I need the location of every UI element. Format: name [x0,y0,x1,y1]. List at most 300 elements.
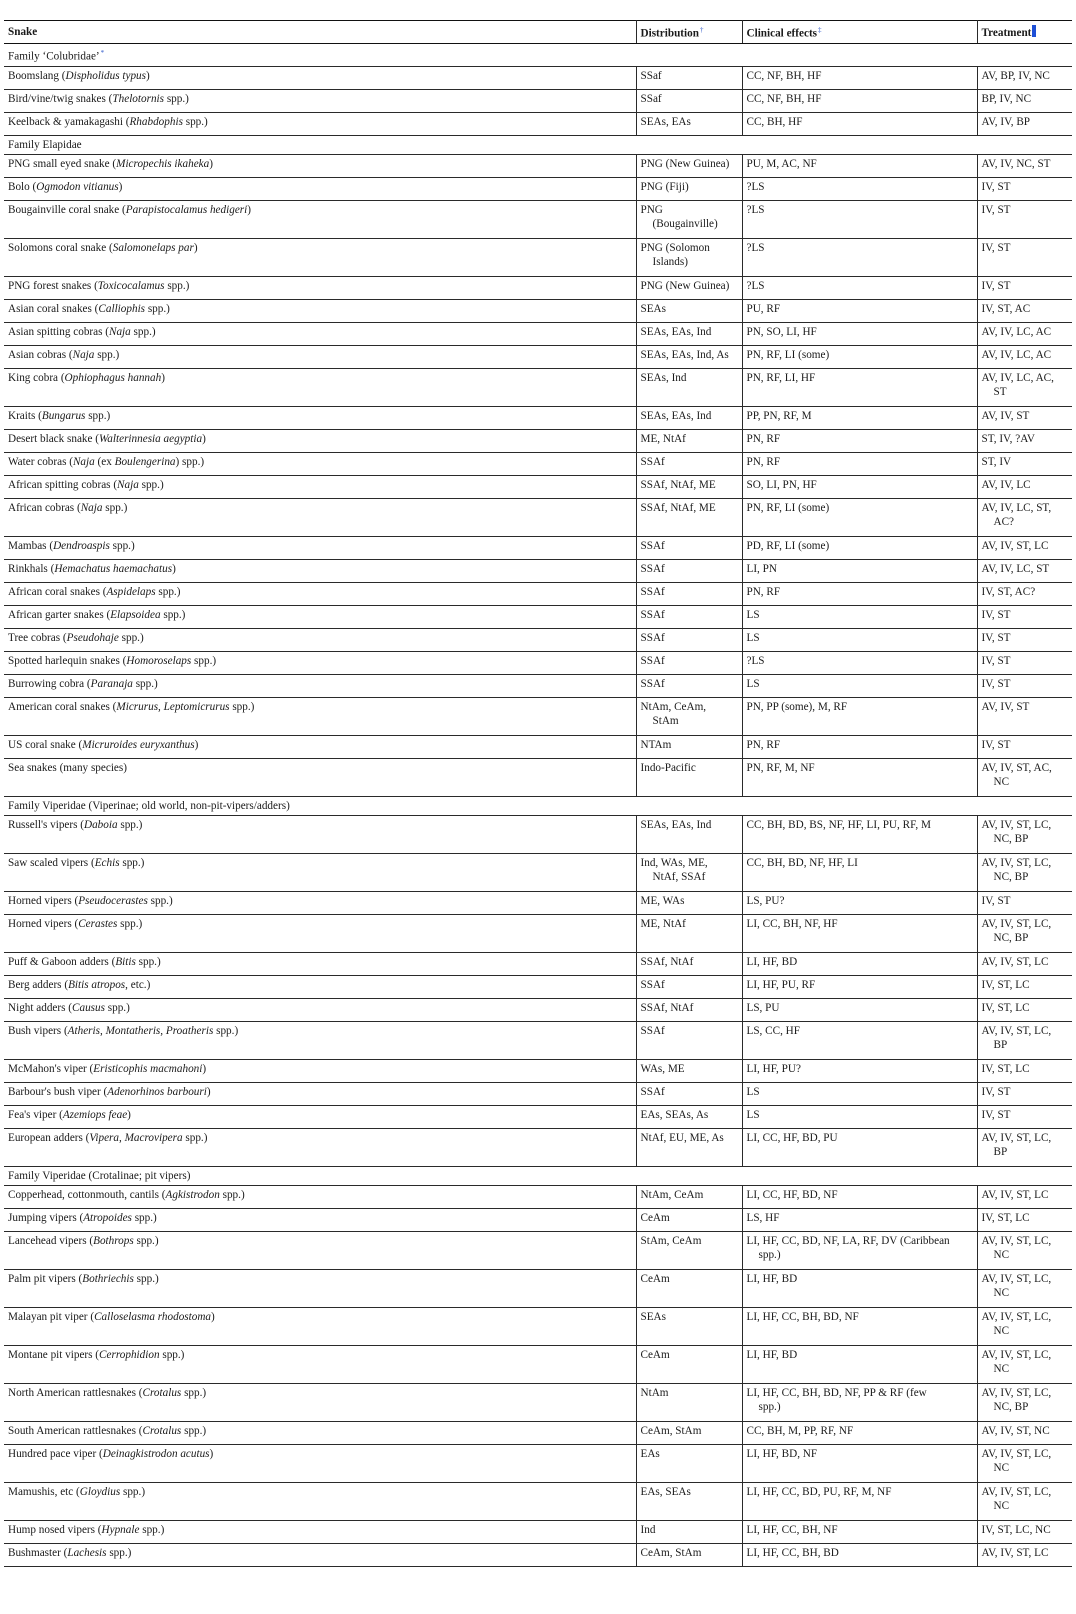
snake-scientific-name: Dendroaspis [53,539,110,552]
treatment-cell [977,452,1072,475]
table-row [4,998,1072,1021]
distribution-value: ME, WAs [640,894,685,907]
snake-name-suffix: spp.) [85,409,111,422]
table-row [4,758,1072,796]
table-row [4,536,1072,559]
treatment-cell [977,1269,1072,1307]
treatment-value: IV, ST [981,279,1011,292]
snake-scientific-name: Bitis atropos [68,978,126,991]
clinical-effects-value: CC, NF, BH, HF [746,92,822,105]
clinical-effects-cell [742,1105,977,1128]
clinical-footnote-mark[interactable]: ‡ [818,26,822,35]
clinical-effects-value: PN, RF [746,738,781,751]
clinical-effects-value: PU, RF [746,302,781,315]
snake-common-name: Lancehead vipers ( [8,1234,94,1247]
snake-common-name: Mamushis, etc ( [8,1485,80,1498]
snake-name-cell [4,406,636,429]
treatment-value: IV, ST [981,1108,1011,1121]
snake-name-suffix: spp.) [155,585,181,598]
snake-scientific-name: Crotalus [142,1424,182,1437]
snake-name-suffix: ) [193,241,198,254]
distribution-value: SSAf [640,631,665,644]
distribution-value: SSAf [640,608,665,621]
snake-common-name: Bird/vine/twig snakes ( [8,92,113,105]
clinical-effects-cell [742,200,977,238]
family-row [4,1166,1072,1185]
treatment-value-cont: NC [993,1248,1010,1261]
distribution-cell [636,1208,742,1231]
snake-name-cell [4,1185,636,1208]
distribution-value: EAs [640,1447,660,1460]
snake-name-cell [4,536,636,559]
snake-name-cell [4,1208,636,1231]
snake-scientific-name: Vipera, Macrovipera [89,1131,183,1144]
clinical-effects-value: LI, HF, CC, BD, PU, RF, M, NF [746,1485,892,1498]
distribution-cell [636,238,742,276]
distribution-cell [636,276,742,299]
snake-common-name: Night adders ( [8,1001,73,1014]
treatment-value: IV, ST, AC [981,302,1031,315]
snake-name-suffix: spp.) [109,539,135,552]
snake-scientific-name: Pseudohaje [66,631,119,644]
clinical-effects-cell [742,1128,977,1166]
family-heading [4,796,1072,815]
clinical-effects-value: LS [746,608,760,621]
distribution-value: SSAf, NtAf, ME [640,501,716,514]
treatment-cell [977,177,1072,200]
treatment-value: IV, ST, LC, NC [981,1523,1051,1536]
snake-name-cell [4,345,636,368]
snake-name-suffix: spp.) [120,1485,146,1498]
treatment-value-cont: NC, BP [993,870,1029,883]
snake-common-name: Sea snakes (many species) [8,761,127,774]
treatment-value: AV, IV, ST, LC [981,955,1049,968]
snake-common-name: African cobras ( [8,501,81,514]
snake-common-name: Bolo ( [8,180,37,193]
snake-common-name: Hundred pace viper ( [8,1447,103,1460]
distribution-value: SEAs, EAs, Ind [640,409,712,422]
treatment-cell [977,559,1072,582]
clinical-effects-cell [742,1543,977,1566]
treatment-value: IV, ST [981,203,1011,216]
clinical-effects-value: LI, HF, PU, RF [746,978,816,991]
distribution-cell [636,651,742,674]
distribution-value: PNG (Fiji) [640,180,689,193]
table-row [4,200,1072,238]
family-name: Family Elapidae [8,138,82,151]
treatment-value-cont: NC [993,1286,1010,1299]
snake-common-name: Keelback & yamakagashi ( [8,115,130,128]
table-row [4,452,1072,475]
snake-name-cell [4,651,636,674]
distribution-value: SSaf [640,92,662,105]
distribution-value: PNG [640,203,663,216]
treatment-value: AV, IV, NC, ST [981,157,1051,170]
treatment-value: IV, ST [981,608,1011,621]
snake-name-suffix: spp.) [159,1348,185,1361]
snake-common-name: Mambas ( [8,539,54,552]
snake-name-cell [4,998,636,1021]
clinical-effects-cell [742,406,977,429]
distribution-cell [636,154,742,177]
snake-scientific-name: Lachesis [67,1546,107,1559]
distribution-cell [636,674,742,697]
distribution-value: SSAf [640,677,665,690]
family-footnote-mark[interactable]: * [100,49,105,57]
snake-common-name: Copperhead, cottonmouth, cantils ( [8,1188,166,1201]
distribution-value: CeAm, StAm [640,1546,702,1559]
distribution-value: Ind, WAs, ME, [640,856,708,869]
distribution-value: NTAm [640,738,672,751]
snake-name-suffix: spp.) [102,501,128,514]
clinical-effects-value: PN, RF, LI (some) [746,348,830,361]
treatment-cell [977,758,1072,796]
family-name: Family Viperidae (Crotalinae; pit vipers) [8,1169,191,1182]
snake-scientific-name: Naja [72,455,95,468]
snake-name-cell [4,89,636,112]
family-heading [4,135,1072,154]
clinical-effects-cell [742,322,977,345]
snake-common-name: Fea's viper ( [8,1108,63,1121]
treatment-cell [977,368,1072,406]
clinical-effects-value: PN, RF [746,585,781,598]
family-name: Family ‘Colubridae’ [8,50,100,63]
snake-scientific-name: Thelotornis [112,92,165,105]
distribution-cell [636,1345,742,1383]
snake-common-name: Kraits ( [8,409,42,422]
clinical-effects-value: LS [746,677,760,690]
treatment-cell [977,674,1072,697]
treatment-value-cont: ST [993,385,1007,398]
snake-scientific-name: Causus [72,1001,105,1014]
snake-name-cell [4,1307,636,1345]
distribution-cell [636,1231,742,1269]
treatment-value-cont: NC, BP [993,1400,1029,1413]
clinical-effects-value: PD, RF, LI (some) [746,539,830,552]
treatment-value: IV, ST [981,1085,1011,1098]
table-row [4,429,1072,452]
snake-name-suffix: spp.) [133,1234,159,1247]
clinical-effects-cell [742,628,977,651]
distribution-cell [636,758,742,796]
treatment-value: AV, IV, LC, AC [981,325,1052,338]
table-row [4,1105,1072,1128]
clinical-effects-value: LS [746,631,760,644]
snake-name-cell [4,853,636,891]
snake-name-cell [4,891,636,914]
clinical-effects-value: LS, PU? [746,894,785,907]
snake-scientific-name: Naja [108,325,131,338]
snake-name-cell [4,758,636,796]
treatment-cell [977,536,1072,559]
treatment-value: AV, IV, ST, LC, [981,1024,1052,1037]
clinical-effects-value: ?LS [746,241,765,254]
snake-name-cell [4,368,636,406]
treatment-cell [977,498,1072,536]
snake-common-name: Boomslang ( [8,69,66,82]
treatment-cell [977,66,1072,89]
snake-name-suffix: spp.) [118,631,144,644]
snake-scientific-name: Naja [117,478,139,491]
distribution-cell [636,177,742,200]
treatment-cell [977,154,1072,177]
distribution-value: CeAm [640,1211,670,1224]
snake-name-suffix: spp.) [191,654,217,667]
treatment-cell [977,697,1072,735]
snake-name-cell [4,429,636,452]
treatment-cell [977,299,1072,322]
snake-name-cell [4,154,636,177]
clinical-effects-value: LS [746,1085,760,1098]
snake-scientific-name: Naja [80,501,103,514]
snake-name-cell [4,1269,636,1307]
clinical-effects-cell [742,1231,977,1269]
clinical-effects-cell [742,299,977,322]
distribution-value: SEAs [640,1310,666,1323]
snake-common-name: Rinkhals ( [8,562,55,575]
treatment-value: IV, ST [981,241,1011,254]
snake-scientific-name: Pseudocerastes [78,894,148,907]
treatment-value: AV, IV, ST [981,409,1030,422]
snake-name-cell [4,1128,636,1166]
snake-common-name: PNG forest snakes ( [8,279,98,292]
clinical-effects-value: LI, HF, BD [746,1272,798,1285]
treatment-value: AV, IV, ST, AC, [981,761,1052,774]
snake-name-suffix: spp.) [160,608,186,621]
distribution-cell [636,975,742,998]
treatment-cell [977,605,1072,628]
clinical-effects-cell [742,1520,977,1543]
distribution-cell [636,536,742,559]
clinical-effects-cell [742,651,977,674]
treatment-cell [977,1307,1072,1345]
snake-common-name: Burrowing cobra ( [8,677,91,690]
clinical-effects-cell [742,345,977,368]
snake-name-suffix: spp.) [133,1272,159,1285]
distribution-value: CeAm [640,1272,670,1285]
snake-scientific-name: Walterinnesia aegyptia [99,432,203,445]
distribution-value: CeAm [640,1348,670,1361]
table-row [4,475,1072,498]
table-row [4,891,1072,914]
table-row [4,1185,1072,1208]
distribution-cell [636,322,742,345]
snake-common-name: African coral snakes ( [8,585,107,598]
snake-common-name: Palm pit vipers ( [8,1272,83,1285]
snake-name-suffix: spp.) [117,917,143,930]
clinical-effects-cell [742,66,977,89]
distribution-value: WAs, ME [640,1062,685,1075]
snake-name-cell [4,177,636,200]
clinical-effects-value: LI, CC, HF, BD, NF [746,1188,838,1201]
distribution-cell [636,498,742,536]
snake-scientific-name: Dispholidus typus [65,69,146,82]
snake-name-cell [4,914,636,952]
clinical-effects-cell [742,998,977,1021]
treatment-value: AV, IV, LC, AC [981,348,1052,361]
snake-name-suffix: , etc.) [125,978,151,991]
snake-name-suffix: spp.) [138,478,164,491]
table-row [4,853,1072,891]
treatment-cell [977,914,1072,952]
clinical-effects-value: LS, HF [746,1211,780,1224]
treatment-value: AV, IV, ST, LC, [981,1348,1052,1361]
treatment-value: AV, IV, LC, ST [981,562,1050,575]
snake-name-suffix: spp.) [132,677,158,690]
distribution-value: NtAm, CeAm, [640,700,707,713]
snake-common-name: US coral snake ( [8,738,83,751]
distribution-cell [636,1021,742,1059]
distribution-footnote-mark[interactable]: † [699,26,704,35]
snake-name-suffix: spp.) [164,279,190,292]
snake-name-suffix: spp.) [135,955,161,968]
treatment-cell [977,628,1072,651]
treatment-value-cont: NC, BP [993,931,1029,944]
table-row [4,1208,1072,1231]
snake-envenoming-table [4,20,1072,1567]
treatment-cell [977,1345,1072,1383]
distribution-value: SEAs, EAs, Ind [640,325,712,338]
family-heading [4,44,1072,67]
snake-common-name: King cobra ( [8,371,65,384]
clinical-effects-cell [742,1383,977,1421]
snake-scientific-name: Azemiops feae [62,1108,128,1121]
treatment-value: IV, ST, LC [981,1001,1030,1014]
family-row [4,135,1072,154]
treatment-cell [977,975,1072,998]
distribution-value: PNG (New Guinea) [640,279,730,292]
snake-common-name: PNG small eyed snake ( [8,157,117,170]
table-row [4,674,1072,697]
distribution-value: SEAs, EAs, Ind [640,818,712,831]
snake-name-cell [4,1345,636,1383]
distribution-cell [636,1421,742,1444]
distribution-value: SEAs, EAs, Ind, As [640,348,729,361]
treatment-value-cont: BP [993,1038,1008,1051]
distribution-cell [636,406,742,429]
snake-name-suffix: ) [247,203,251,216]
snake-name-cell [4,1421,636,1444]
treatment-value: AV, IV, ST, LC [981,1546,1049,1559]
snake-name-cell [4,299,636,322]
distribution-value: SSAf [640,562,665,575]
header-treatment: Treatment [977,21,1072,44]
family-row [4,44,1072,67]
treatment-cell [977,998,1072,1021]
treatment-footnote-icon[interactable] [1032,25,1036,37]
snake-common-name: Bougainville coral snake ( [8,203,126,216]
distribution-cell [636,1520,742,1543]
snake-name-cell [4,1059,636,1082]
clinical-effects-value: LS [746,1108,760,1121]
treatment-value: AV, IV, LC, AC, [981,371,1054,384]
snake-name-cell [4,112,636,135]
distribution-cell [636,1482,742,1520]
treatment-value: AV, IV, ST, LC, [981,1447,1052,1460]
snake-name-suffix: ) [194,738,199,751]
distribution-cell [636,1543,742,1566]
clinical-effects-value: LI, HF, CC, BD, NF, LA, RF, DV (Caribbean [746,1234,950,1247]
distribution-value: ME, NtAf [640,432,686,445]
clinical-effects-value-cont: spp.) [758,1248,781,1261]
distribution-value: SSAf [640,1085,665,1098]
snake-name-cell [4,1482,636,1520]
snake-name-suffix: spp.) [213,1024,239,1037]
table-row [4,177,1072,200]
distribution-cell [636,735,742,758]
clinical-effects-cell [742,112,977,135]
distribution-cell [636,1185,742,1208]
distribution-value: SSAf [640,539,665,552]
table-row [4,276,1072,299]
clinical-effects-cell [742,815,977,853]
snake-name-suffix: spp.) [181,1424,207,1437]
snake-name-cell [4,498,636,536]
snake-name-cell [4,1082,636,1105]
snake-common-name: Asian spitting cobras ( [8,325,109,338]
clinical-effects-value: LI, HF, CC, BH, NF [746,1523,838,1536]
distribution-cell [636,345,742,368]
snake-name-suffix: spp.) [130,325,156,338]
clinical-effects-value: LI, CC, HF, BD, PU [746,1131,838,1144]
snake-name-cell [4,1383,636,1421]
distribution-cell [636,452,742,475]
snake-name-suffix: spp.) [164,92,189,105]
treatment-cell [977,735,1072,758]
snake-name-suffix: spp.) [182,1131,208,1144]
treatment-cell [977,891,1072,914]
clinical-effects-cell [742,1269,977,1307]
snake-scientific-name: Aspidelaps [106,585,156,598]
clinical-effects-cell [742,582,977,605]
snake-name-suffix: spp.) [119,856,145,869]
distribution-cell [636,429,742,452]
snake-common-name: Bush vipers ( [8,1024,68,1037]
snake-name-cell [4,1231,636,1269]
distribution-value: EAs, SEAs, As [640,1108,709,1121]
clinical-effects-value: CC, BH, HF [746,115,803,128]
clinical-effects-cell [742,429,977,452]
snake-common-name: North American rattlesnakes ( [8,1386,143,1399]
treatment-value: AV, IV, ST [981,700,1030,713]
snake-name-suffix: spp.) [94,348,120,361]
snake-common-name: Hump nosed vipers ( [8,1523,102,1536]
distribution-cell [636,697,742,735]
clinical-effects-value: PU, M, AC, NF [746,157,817,170]
distribution-value: EAs, SEAs [640,1485,691,1498]
clinical-effects-value: PN, RF, LI, HF [746,371,816,384]
table-row [4,1128,1072,1166]
snake-name-suffix: spp.) [229,700,255,713]
table-row [4,1444,1072,1482]
snake-scientific-name: Paranaja [90,677,133,690]
snake-name-suffix: spp.) [106,1546,132,1559]
distribution-value: SEAs [640,302,666,315]
snake-common-name: Barbour's bush viper ( [8,1085,108,1098]
snake-common-name: Montane pit vipers ( [8,1348,100,1361]
clinical-effects-cell [742,475,977,498]
snake-name-suffix: spp.) [104,1001,130,1014]
header-clinical-effects: Clinical effects‡ [742,21,977,44]
snake-common-name: Russell's vipers ( [8,818,84,831]
snake-name-cell [4,1543,636,1566]
clinical-effects-value-cont: spp.) [758,1400,781,1413]
treatment-value: AV, IV, ST, LC, [981,856,1052,869]
snake-scientific-name: Bothrops [93,1234,134,1247]
snake-name-cell [4,238,636,276]
treatment-value-cont: NC [993,1461,1010,1474]
distribution-value-cont: (Bougainville) [652,217,718,230]
